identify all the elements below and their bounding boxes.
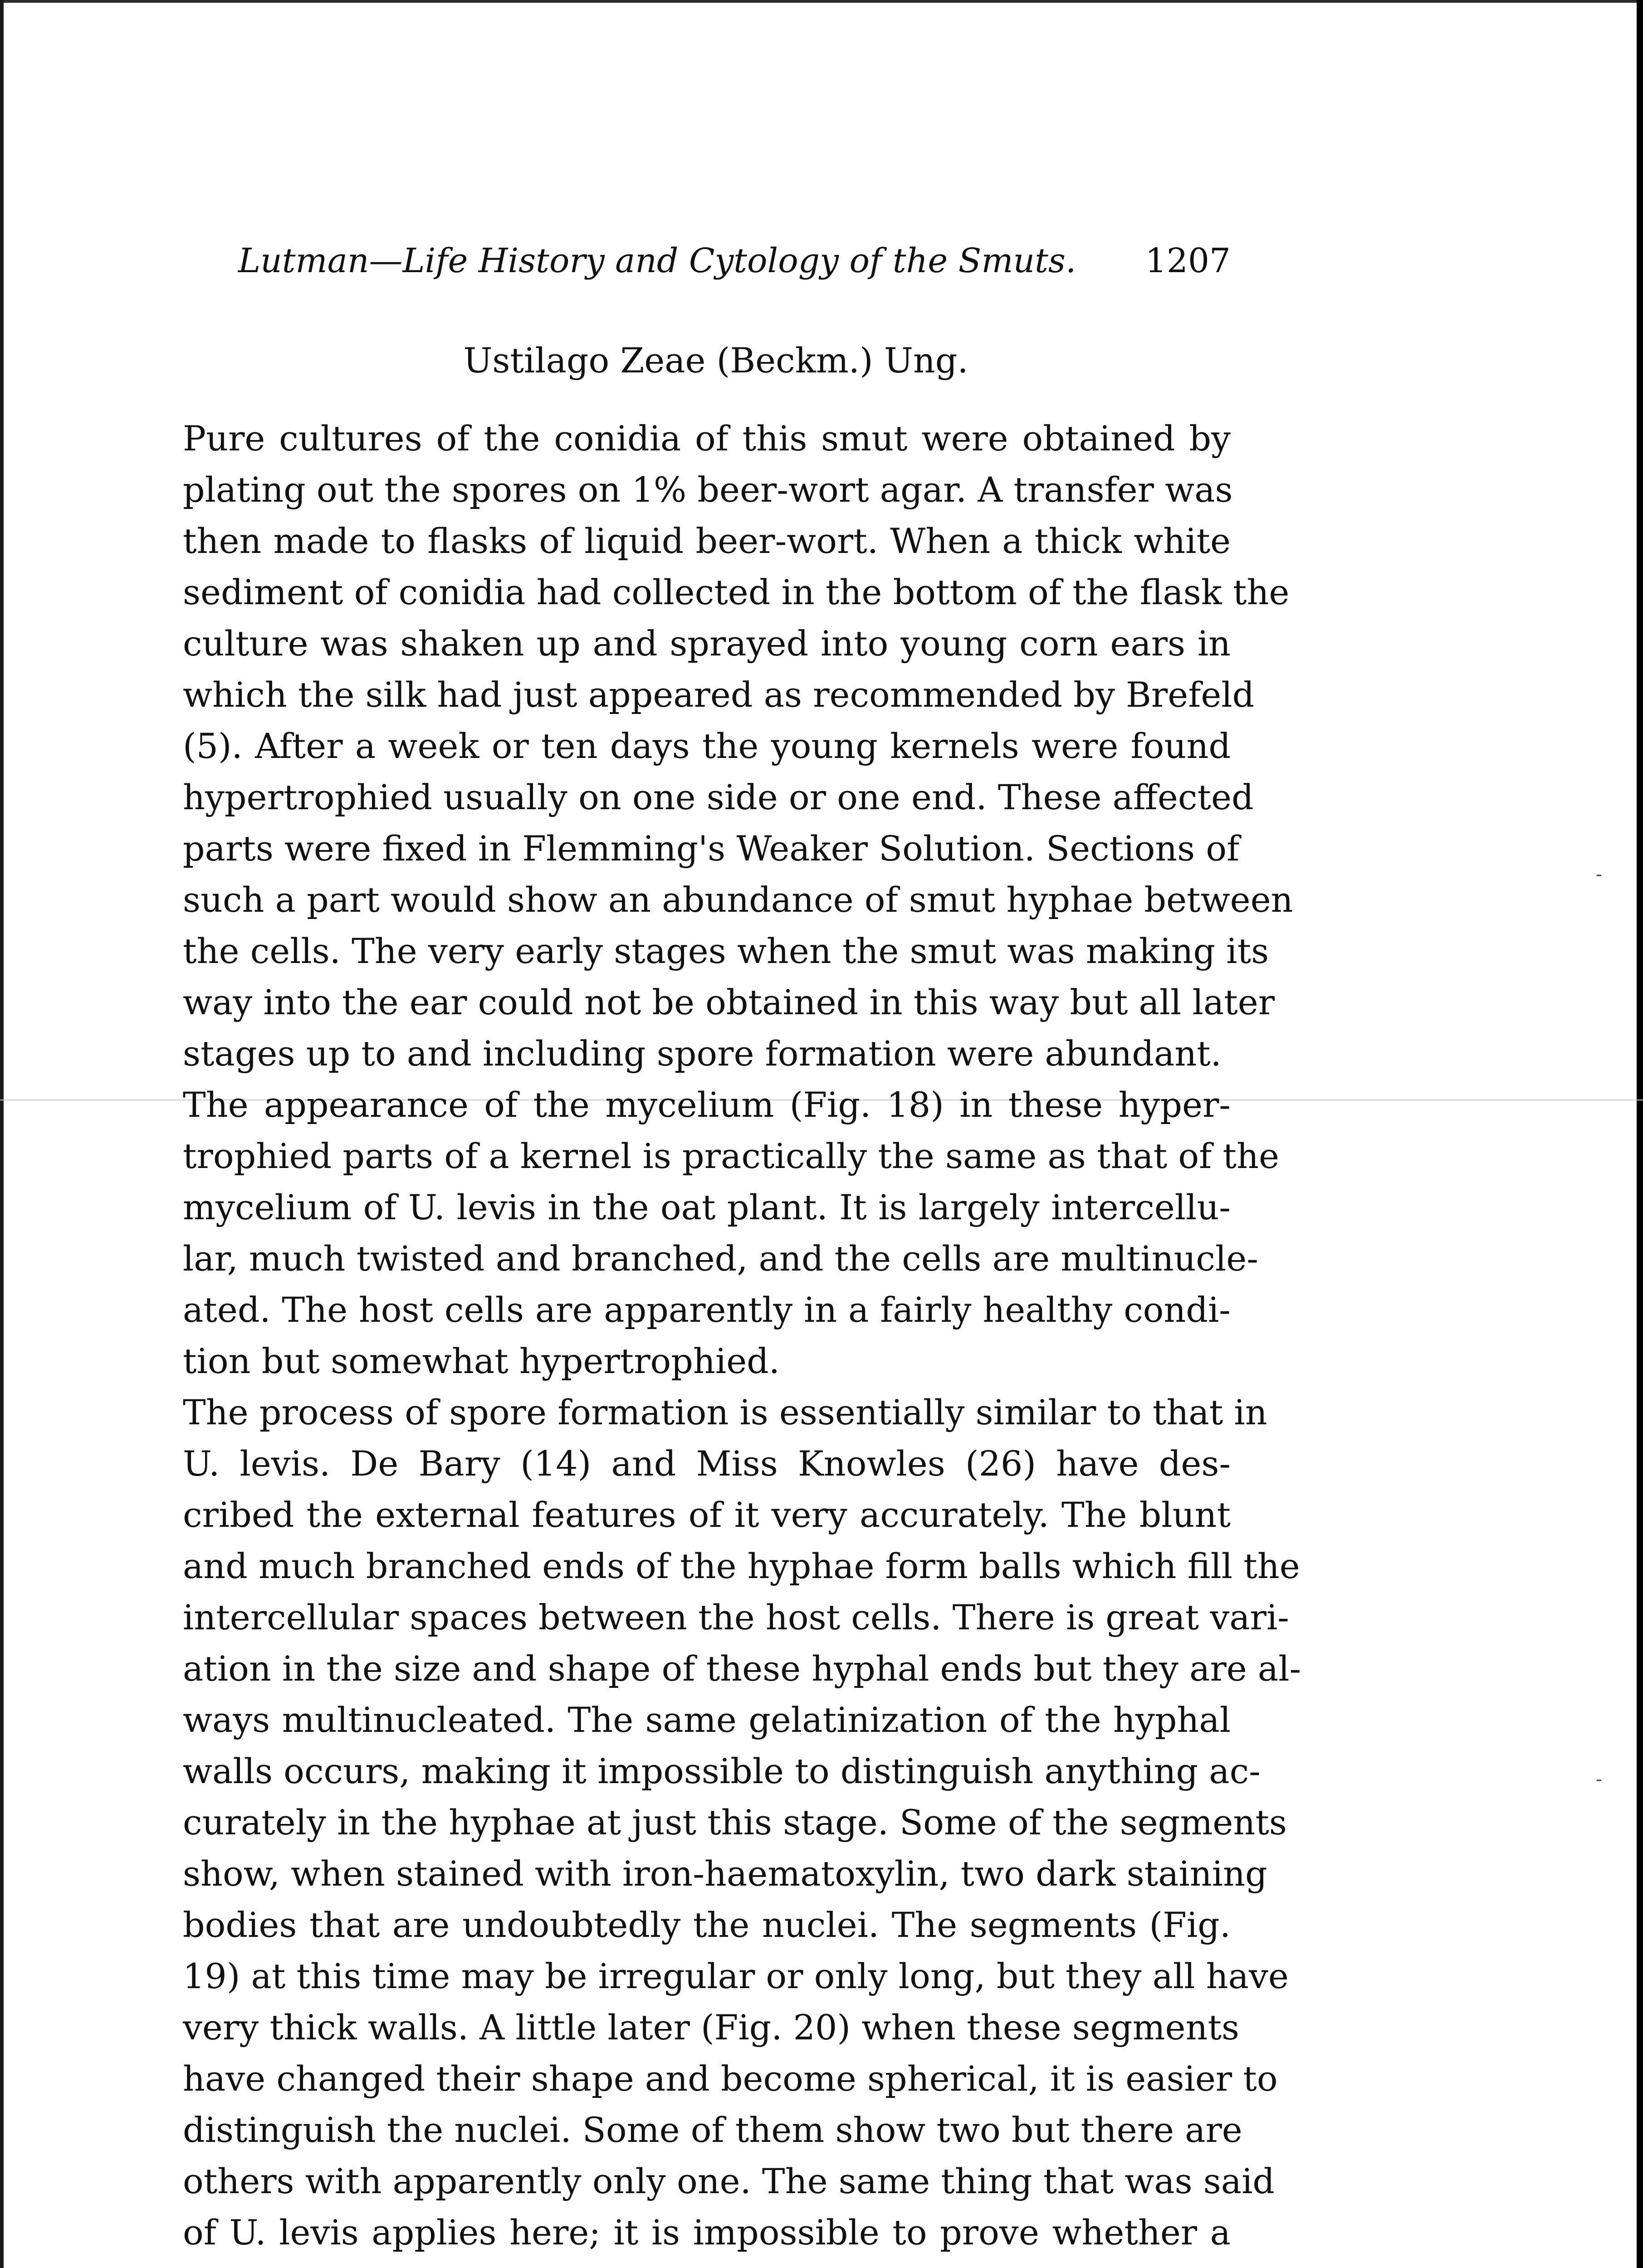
text-line: way into the ear could not be obtained in this way but all later [183, 982, 1275, 1022]
text-line: cribed the external features of it very accurately. The blunt [183, 1495, 1231, 1535]
text-line: lar, much twisted and branched, and the cells are multinucle- [183, 1238, 1258, 1279]
text-line: then made to flasks of liquid beer-wort. When a thick white [183, 521, 1231, 561]
text-line: ated. The host cells are apparently in a fairly healthy condi- [183, 1290, 1231, 1330]
text-line: such a part would show an abundance of smut hyphae between [183, 880, 1293, 920]
text-line: walls occurs, making it impossible to distinguish anything ac- [183, 1751, 1261, 1791]
text-line: plating out the spores on 1% beer-wort agar. A transfer was [183, 469, 1233, 510]
paragraph [183, 1079, 1279, 1387]
section-heading: Ustilago Zeae (Beckm.) Ung. [463, 340, 968, 381]
text-line: curately in the hyphae at just this stage. Some of the segments [183, 1802, 1287, 1843]
text-line: (5). After a week or ten days the young kernels were found [183, 726, 1231, 766]
text-line: show, when stained with iron-haematoxylin, two dark staining [183, 1853, 1267, 1894]
text-line: others with apparently only one. The same thing that was said [183, 2161, 1275, 2201]
text-line: The process of spore formation is essentially similar to that in [183, 1392, 1267, 1432]
text-line: mycelium of U. levis in the oat plant. It is largely intercellu- [183, 1187, 1231, 1227]
paragraph [183, 1387, 1301, 2258]
text-line: and much branched ends of the hyphae form balls which fill the [183, 1546, 1300, 1586]
text-line: U. levis. De Bary (14) and Miss Knowles (26) have des- [183, 1443, 1231, 1484]
text-line: bodies that are undoubtedly the nuclei. The segments (Fig. [183, 1905, 1231, 1945]
text-line: intercellular spaces between the host cells. There is great vari- [183, 1597, 1289, 1637]
page-number: 1207 [1145, 241, 1231, 280]
margin-dash-mark: - [1595, 1769, 1602, 1790]
page-content [183, 236, 1301, 2258]
text-line: Pure cultures of the conidia of this smut were obtained by [183, 418, 1231, 459]
running-head [183, 236, 1231, 286]
scan-edge-right [1637, 0, 1643, 2268]
text-line: ways multinucleated. The same gelatinization of the hyphal [183, 1700, 1231, 1740]
text-line: which the silk had just appeared as recommended by Brefeld [183, 675, 1255, 715]
text-line: sediment of conidia had collected in the bottom of the flask the [183, 572, 1290, 612]
text-line: hypertrophied usually on one side or one end. These affected [183, 777, 1254, 817]
text-line: stages up to and including spore formation were abundant. [183, 1033, 1222, 1074]
text-line: culture was shaken up and sprayed into young corn ears in [183, 623, 1231, 664]
scan-edge-top [0, 0, 1643, 3]
text-line: trophied parts of a kernel is practically the same as that of the [183, 1136, 1279, 1176]
text-line: distinguish the nuclei. Some of them show two but there are [183, 2110, 1242, 2150]
text-line: tion but somewhat hypertrophied. [183, 1341, 780, 1381]
text-line: ation in the size and shape of these hyphal ends but they are al- [183, 1648, 1301, 1689]
running-title: Lutman—Life History and Cytology of the Smuts. [238, 241, 1076, 280]
text-line: The appearance of the mycelium (Fig. 18) in these hyper- [183, 1085, 1231, 1125]
paragraph [183, 413, 1293, 1079]
scan-edge-left [0, 0, 4, 2268]
text-line: the cells. The very early stages when the smut was making its [183, 931, 1269, 971]
text-line: of U. levis applies here; it is impossible to prove whether a [183, 2212, 1231, 2253]
text-line: 19) at this time may be irregular or only long, but they all have [183, 1956, 1289, 1996]
text-line: very thick walls. A little later (Fig. 20) when these segments [183, 2007, 1240, 2048]
margin-dash-mark: - [1595, 864, 1602, 885]
text-line: parts were fixed in Flemming's Weaker Solution. Sections of [183, 828, 1240, 869]
text-line: have changed their shape and become spherical, it is easier to [183, 2058, 1278, 2099]
